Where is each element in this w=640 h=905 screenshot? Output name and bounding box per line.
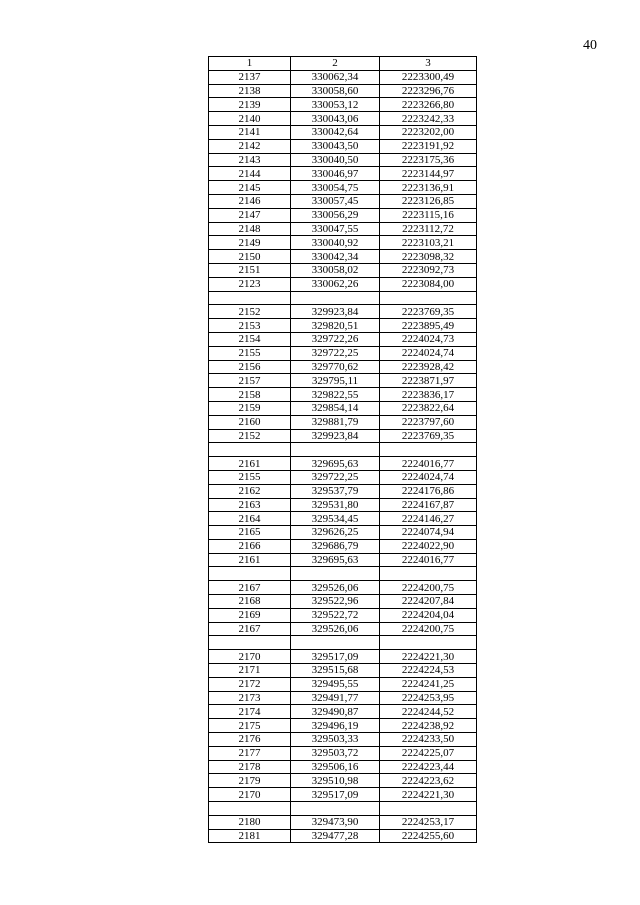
cell-x-coordinate: 329517,09	[291, 788, 380, 802]
cell-x-coordinate: 330053,12	[291, 98, 380, 112]
cell-y-coordinate: 2224241,25	[380, 677, 477, 691]
cell-y-coordinate: 2224024,73	[380, 332, 477, 346]
cell-x-coordinate: 329517,09	[291, 650, 380, 664]
cell-y-coordinate: 2224200,75	[380, 622, 477, 636]
cell-x-coordinate: 329820,51	[291, 319, 380, 333]
cell-point-number: 2159	[209, 401, 291, 415]
table-row	[209, 457, 477, 471]
cell-point-number: 2176	[209, 733, 291, 747]
cell-x-coordinate: 330057,45	[291, 194, 380, 208]
table-body	[209, 70, 477, 843]
cell-y-coordinate: 2223296,76	[380, 84, 477, 98]
cell-y-coordinate: 2224176,86	[380, 484, 477, 498]
table-row	[209, 346, 477, 360]
cell-y-coordinate: 2224016,77	[380, 457, 477, 471]
table-row	[209, 733, 477, 747]
table-row	[209, 332, 477, 346]
cell-point-number: 2161	[209, 457, 291, 471]
cell-x-coordinate: 329881,79	[291, 415, 380, 429]
cell-y-coordinate	[380, 291, 477, 305]
table-row	[209, 208, 477, 222]
table-row	[209, 112, 477, 126]
cell-y-coordinate: 2224016,77	[380, 553, 477, 567]
cell-x-coordinate	[291, 443, 380, 457]
table-row	[209, 664, 477, 678]
cell-point-number: 2173	[209, 691, 291, 705]
cell-y-coordinate: 2224221,30	[380, 788, 477, 802]
cell-x-coordinate: 330043,50	[291, 139, 380, 153]
cell-point-number: 2154	[209, 332, 291, 346]
cell-point-number: 2179	[209, 774, 291, 788]
separator-row	[209, 291, 477, 305]
cell-point-number: 2152	[209, 305, 291, 319]
cell-x-coordinate: 330047,55	[291, 222, 380, 236]
table-row	[209, 608, 477, 622]
cell-y-coordinate: 2223098,32	[380, 250, 477, 264]
table-row	[209, 277, 477, 291]
cell-point-number: 2142	[209, 139, 291, 153]
cell-y-coordinate	[380, 802, 477, 816]
cell-point-number: 2170	[209, 788, 291, 802]
cell-x-coordinate: 329686,79	[291, 539, 380, 553]
cell-y-coordinate: 2224253,17	[380, 815, 477, 829]
table-row	[209, 622, 477, 636]
cell-y-coordinate: 2223797,60	[380, 415, 477, 429]
table-row	[209, 70, 477, 84]
cell-y-coordinate: 2223144,97	[380, 167, 477, 181]
table-row	[209, 98, 477, 112]
table-header-row	[209, 57, 477, 71]
cell-y-coordinate: 2224207,84	[380, 595, 477, 609]
cell-y-coordinate: 2223895,49	[380, 319, 477, 333]
cell-y-coordinate: 2224233,50	[380, 733, 477, 747]
cell-y-coordinate: 2223115,16	[380, 208, 477, 222]
cell-y-coordinate: 2223136,91	[380, 181, 477, 195]
cell-point-number: 2152	[209, 429, 291, 443]
cell-x-coordinate	[291, 636, 380, 650]
table-row	[209, 194, 477, 208]
cell-x-coordinate: 329526,06	[291, 581, 380, 595]
column-header-x-coordinate: 2	[291, 57, 380, 71]
cell-x-coordinate: 329531,80	[291, 498, 380, 512]
table-row	[209, 250, 477, 264]
cell-point-number: 2145	[209, 181, 291, 195]
cell-x-coordinate: 329923,84	[291, 305, 380, 319]
cell-point-number: 2163	[209, 498, 291, 512]
table-row	[209, 484, 477, 498]
coordinates-table	[208, 56, 477, 843]
table-row	[209, 167, 477, 181]
cell-y-coordinate: 2224244,52	[380, 705, 477, 719]
cell-x-coordinate: 329854,14	[291, 401, 380, 415]
cell-x-coordinate: 330042,64	[291, 125, 380, 139]
table-row	[209, 429, 477, 443]
table-row	[209, 774, 477, 788]
cell-point-number: 2164	[209, 512, 291, 526]
cell-y-coordinate: 2223112,72	[380, 222, 477, 236]
table-row	[209, 498, 477, 512]
separator-row	[209, 443, 477, 457]
cell-point-number: 2167	[209, 622, 291, 636]
cell-point-number: 2165	[209, 526, 291, 540]
cell-y-coordinate: 2224204,04	[380, 608, 477, 622]
cell-x-coordinate: 329522,72	[291, 608, 380, 622]
cell-y-coordinate: 2224225,07	[380, 746, 477, 760]
column-header-point-number: 1	[209, 57, 291, 71]
cell-x-coordinate: 330040,92	[291, 236, 380, 250]
cell-y-coordinate: 2223836,17	[380, 388, 477, 402]
cell-y-coordinate	[380, 567, 477, 581]
separator-row	[209, 802, 477, 816]
table-row	[209, 388, 477, 402]
cell-point-number: 2171	[209, 664, 291, 678]
cell-y-coordinate: 2223928,42	[380, 360, 477, 374]
cell-point-number: 2157	[209, 374, 291, 388]
table-row	[209, 815, 477, 829]
cell-y-coordinate: 2223242,33	[380, 112, 477, 126]
cell-point-number: 2162	[209, 484, 291, 498]
table-row	[209, 84, 477, 98]
cell-point-number: 2141	[209, 125, 291, 139]
cell-point-number: 2172	[209, 677, 291, 691]
table-row	[209, 691, 477, 705]
table-row	[209, 222, 477, 236]
cell-point-number: 2137	[209, 70, 291, 84]
table-row	[209, 539, 477, 553]
table-row	[209, 305, 477, 319]
cell-x-coordinate: 329495,55	[291, 677, 380, 691]
cell-y-coordinate: 2224255,60	[380, 829, 477, 843]
cell-point-number: 2180	[209, 815, 291, 829]
cell-y-coordinate: 2223084,00	[380, 277, 477, 291]
cell-point-number: 2167	[209, 581, 291, 595]
cell-x-coordinate: 330054,75	[291, 181, 380, 195]
table-row	[209, 125, 477, 139]
cell-x-coordinate	[291, 567, 380, 581]
cell-x-coordinate: 329822,55	[291, 388, 380, 402]
cell-y-coordinate: 2223092,73	[380, 263, 477, 277]
cell-point-number: 2170	[209, 650, 291, 664]
cell-point-number: 2169	[209, 608, 291, 622]
cell-point-number: 2147	[209, 208, 291, 222]
cell-point-number	[209, 567, 291, 581]
table-row	[209, 705, 477, 719]
cell-point-number: 2153	[209, 319, 291, 333]
table-row	[209, 553, 477, 567]
cell-x-coordinate: 330056,29	[291, 208, 380, 222]
cell-point-number: 2150	[209, 250, 291, 264]
cell-y-coordinate: 2224167,87	[380, 498, 477, 512]
cell-point-number: 2174	[209, 705, 291, 719]
cell-point-number: 2138	[209, 84, 291, 98]
cell-point-number: 2168	[209, 595, 291, 609]
cell-point-number	[209, 291, 291, 305]
cell-x-coordinate: 329537,79	[291, 484, 380, 498]
cell-x-coordinate: 329473,90	[291, 815, 380, 829]
cell-x-coordinate: 329503,33	[291, 733, 380, 747]
table-row	[209, 595, 477, 609]
cell-y-coordinate: 2223175,36	[380, 153, 477, 167]
cell-point-number: 2175	[209, 719, 291, 733]
page-number: 40	[583, 38, 597, 53]
cell-x-coordinate: 329695,63	[291, 457, 380, 471]
cell-x-coordinate: 329923,84	[291, 429, 380, 443]
cell-point-number: 2158	[209, 388, 291, 402]
cell-y-coordinate: 2223769,35	[380, 429, 477, 443]
cell-y-coordinate: 2223871,97	[380, 374, 477, 388]
cell-point-number: 2140	[209, 112, 291, 126]
cell-point-number: 2161	[209, 553, 291, 567]
cell-y-coordinate: 2223103,21	[380, 236, 477, 250]
table-row	[209, 719, 477, 733]
cell-point-number: 2178	[209, 760, 291, 774]
cell-x-coordinate: 330040,50	[291, 153, 380, 167]
cell-x-coordinate: 329526,06	[291, 622, 380, 636]
table-row	[209, 829, 477, 843]
cell-point-number	[209, 443, 291, 457]
cell-y-coordinate: 2224223,44	[380, 760, 477, 774]
cell-x-coordinate: 329522,96	[291, 595, 380, 609]
cell-point-number: 2156	[209, 360, 291, 374]
table-row	[209, 415, 477, 429]
table-row	[209, 263, 477, 277]
cell-point-number	[209, 802, 291, 816]
cell-y-coordinate: 2224221,30	[380, 650, 477, 664]
cell-point-number: 2155	[209, 346, 291, 360]
cell-point-number: 2166	[209, 539, 291, 553]
cell-point-number: 2155	[209, 470, 291, 484]
cell-y-coordinate: 2223266,80	[380, 98, 477, 112]
cell-x-coordinate	[291, 802, 380, 816]
table-row	[209, 760, 477, 774]
table-row	[209, 470, 477, 484]
cell-x-coordinate: 329534,45	[291, 512, 380, 526]
cell-point-number: 2146	[209, 194, 291, 208]
cell-x-coordinate: 329722,25	[291, 470, 380, 484]
cell-point-number: 2144	[209, 167, 291, 181]
cell-point-number: 2149	[209, 236, 291, 250]
cell-y-coordinate	[380, 636, 477, 650]
cell-point-number: 2181	[209, 829, 291, 843]
table-row	[209, 374, 477, 388]
cell-x-coordinate: 330043,06	[291, 112, 380, 126]
cell-point-number: 2160	[209, 415, 291, 429]
table-row	[209, 526, 477, 540]
cell-x-coordinate: 329626,25	[291, 526, 380, 540]
table-row	[209, 319, 477, 333]
cell-y-coordinate: 2223191,92	[380, 139, 477, 153]
cell-x-coordinate: 329491,77	[291, 691, 380, 705]
table-row	[209, 581, 477, 595]
column-header-y-coordinate: 3	[380, 57, 477, 71]
table-row	[209, 512, 477, 526]
cell-point-number	[209, 636, 291, 650]
cell-x-coordinate: 329795,11	[291, 374, 380, 388]
cell-y-coordinate: 2223300,49	[380, 70, 477, 84]
cell-y-coordinate: 2224224,53	[380, 664, 477, 678]
cell-point-number: 2123	[209, 277, 291, 291]
cell-y-coordinate: 2224024,74	[380, 346, 477, 360]
table-row	[209, 139, 477, 153]
cell-x-coordinate: 329503,72	[291, 746, 380, 760]
cell-y-coordinate: 2224223,62	[380, 774, 477, 788]
table-row	[209, 360, 477, 374]
cell-y-coordinate	[380, 443, 477, 457]
cell-y-coordinate: 2223202,00	[380, 125, 477, 139]
cell-x-coordinate	[291, 291, 380, 305]
cell-x-coordinate: 329506,16	[291, 760, 380, 774]
table-row	[209, 746, 477, 760]
cell-point-number: 2151	[209, 263, 291, 277]
separator-row	[209, 567, 477, 581]
table-row	[209, 153, 477, 167]
cell-y-coordinate: 2223769,35	[380, 305, 477, 319]
cell-x-coordinate: 330046,97	[291, 167, 380, 181]
cell-y-coordinate: 2224024,74	[380, 470, 477, 484]
table-row	[209, 181, 477, 195]
cell-y-coordinate: 2223126,85	[380, 194, 477, 208]
cell-x-coordinate: 330058,02	[291, 263, 380, 277]
cell-x-coordinate: 329490,87	[291, 705, 380, 719]
cell-x-coordinate: 329510,98	[291, 774, 380, 788]
cell-y-coordinate: 2224146,27	[380, 512, 477, 526]
cell-point-number: 2148	[209, 222, 291, 236]
cell-x-coordinate: 329477,28	[291, 829, 380, 843]
cell-y-coordinate: 2224200,75	[380, 581, 477, 595]
cell-x-coordinate: 329515,68	[291, 664, 380, 678]
table-row	[209, 236, 477, 250]
cell-y-coordinate: 2224253,95	[380, 691, 477, 705]
cell-x-coordinate: 329722,26	[291, 332, 380, 346]
separator-row	[209, 636, 477, 650]
cell-y-coordinate: 2223822,64	[380, 401, 477, 415]
cell-y-coordinate: 2224022,90	[380, 539, 477, 553]
table-row	[209, 401, 477, 415]
cell-x-coordinate: 329496,19	[291, 719, 380, 733]
cell-point-number: 2139	[209, 98, 291, 112]
cell-y-coordinate: 2224238,92	[380, 719, 477, 733]
cell-point-number: 2177	[209, 746, 291, 760]
table-row	[209, 788, 477, 802]
cell-x-coordinate: 330062,34	[291, 70, 380, 84]
cell-x-coordinate: 329695,63	[291, 553, 380, 567]
table-row	[209, 650, 477, 664]
cell-y-coordinate: 2224074,94	[380, 526, 477, 540]
cell-x-coordinate: 329770,62	[291, 360, 380, 374]
cell-x-coordinate: 329722,25	[291, 346, 380, 360]
cell-x-coordinate: 330042,34	[291, 250, 380, 264]
cell-x-coordinate: 330062,26	[291, 277, 380, 291]
cell-x-coordinate: 330058,60	[291, 84, 380, 98]
table-row	[209, 677, 477, 691]
cell-point-number: 2143	[209, 153, 291, 167]
